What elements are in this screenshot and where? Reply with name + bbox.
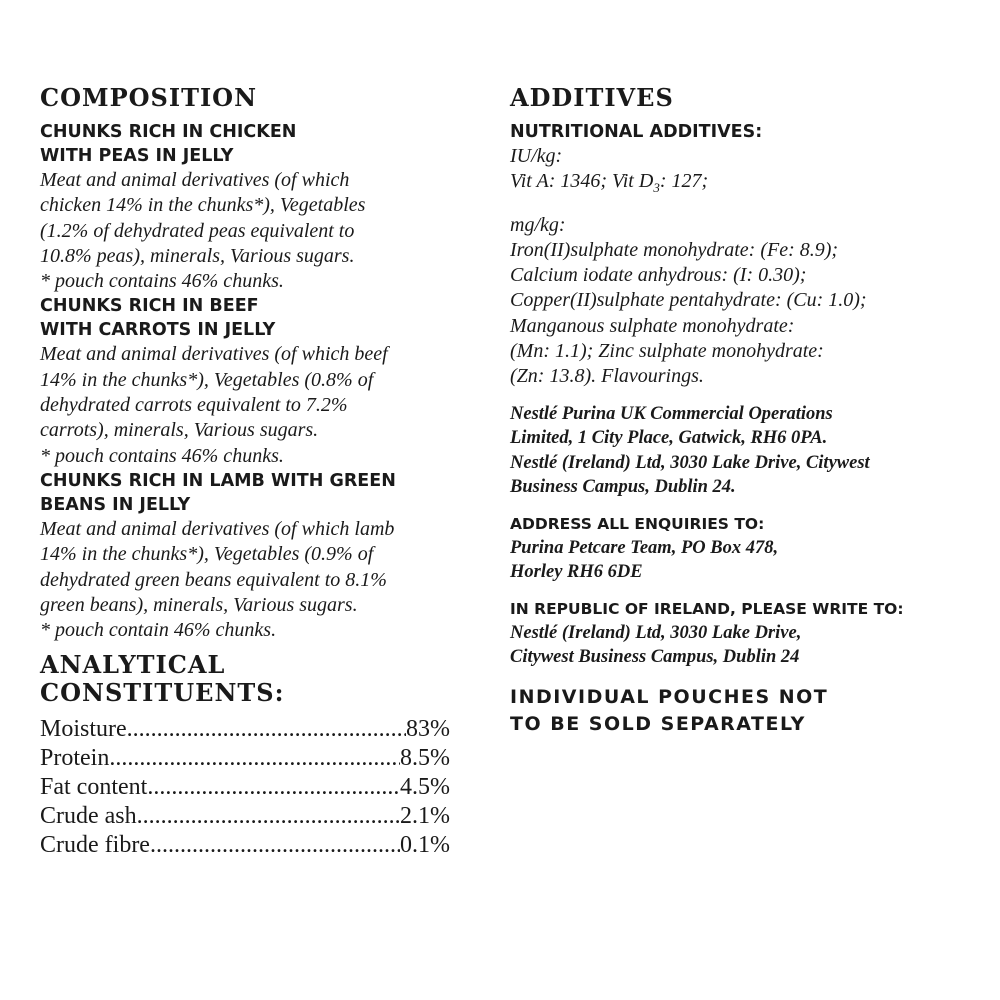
- variant-body-line: Meat and animal derivatives (of which: [40, 169, 350, 191]
- variant-title-line: WITH PEAS IN JELLY: [40, 146, 234, 166]
- analytical-row: [40, 831, 450, 860]
- variant-body-line: chicken 14% in the chunks*), Vegetables: [40, 194, 366, 217]
- additive-line: Manganous sulphate monohydrate:: [510, 314, 795, 337]
- mg-unit: mg/kg:: [510, 213, 566, 236]
- variant-body-line: dehydrated carrots equivalent to 7.2%: [40, 394, 348, 417]
- variant-body-line: dehydrated green beans equivalent to 8.1%: [40, 568, 387, 591]
- variant-title-line: CHUNKS RICH IN CHICKEN: [40, 122, 297, 142]
- warning-line: INDIVIDUAL POUCHES NOT: [510, 685, 829, 708]
- additive-line: (Zn: 13.8). Flavourings.: [510, 365, 704, 388]
- additive-line: (Mn: 1.1); Zinc sulphate monohydrate:: [510, 340, 824, 363]
- enquiries-heading: ADDRESS ALL ENQUIRIES TO:: [510, 514, 765, 533]
- ireland-block: [510, 597, 980, 670]
- ireland-heading: IN REPUBLIC OF IRELAND, PLEASE WRITE TO:: [510, 599, 904, 618]
- analytical-value: 0.1%: [400, 832, 450, 859]
- analytical-value: 2.1%: [400, 803, 450, 830]
- warning-block: [510, 684, 980, 738]
- variant-title-line: BEANS IN JELLY: [40, 494, 191, 515]
- leader-dots: [147, 773, 400, 802]
- additives-heading: ADDITIVES: [510, 83, 674, 112]
- leader-dots: [127, 715, 406, 744]
- variant-body-line: Meat and animal derivatives (of which beef: [40, 343, 388, 366]
- analytical-value: 4.5%: [400, 774, 450, 801]
- variant-body-line: 14% in the chunks*), Vegetables (0.8% of: [40, 368, 374, 391]
- company-line: Limited, 1 City Place, Gatwick, RH6 0PA.: [510, 428, 828, 449]
- analytical-label: Fat content: [40, 774, 148, 801]
- variant-body-line: 14% in the chunks*), Vegetables (0.9% of: [40, 543, 374, 566]
- analytical-heading-line: ANALYTICAL: [40, 650, 226, 680]
- company-line: Business Campus, Dublin 24.: [510, 477, 736, 498]
- variant-title-line: WITH CARROTS IN JELLY: [40, 320, 276, 341]
- analytical-table: [40, 715, 480, 860]
- analytical-heading-line: CONSTITUENTS:: [40, 678, 285, 708]
- variant-title-line: CHUNKS RICH IN BEEF: [40, 296, 259, 317]
- additive-line: Copper(II)sulphate pentahydrate: (Cu: 1.0);: [510, 289, 867, 312]
- vitamin-d-text: : 127;: [659, 170, 709, 193]
- iu-unit: IU/kg:: [510, 145, 563, 167]
- ireland-line: Citywest Business Campus, Dublin 24: [510, 647, 800, 668]
- leader-dots: [109, 744, 400, 773]
- enquiries-line: Horley RH6 6DE: [510, 562, 643, 583]
- warning-line: TO BE SOLD SEPARATELY: [510, 712, 806, 735]
- vitamin-a-text: Vit A: 1346; Vit D: [510, 170, 654, 193]
- analytical-row: [40, 744, 450, 773]
- analytical-label: Crude fibre: [40, 832, 150, 859]
- variant-body-line: carrots), minerals, Various sugars.: [40, 419, 319, 442]
- analytical-label: Crude ash: [40, 803, 137, 830]
- variant-body-line: (1.2% of dehydrated peas equivalent to: [40, 219, 355, 242]
- analytical-row: [40, 715, 450, 744]
- composition-heading: COMPOSITION: [40, 83, 258, 112]
- analytical-label: Moisture: [40, 716, 127, 743]
- additive-line: Calcium iodate anhydrous: (I: 0.30);: [510, 264, 807, 287]
- leader-dots: [137, 802, 400, 831]
- enquiries-block: [510, 512, 980, 585]
- variant-lamb: [40, 469, 480, 643]
- variant-body-line: Meat and animal derivatives (of which lamb: [40, 517, 395, 540]
- variant-chicken: [40, 120, 480, 294]
- ireland-line: Nestlé (Ireland) Ltd, 3030 Lake Drive,: [510, 622, 802, 643]
- company-line: Nestlé (Ireland) Ltd, 3030 Lake Drive, Citywest: [510, 452, 870, 473]
- analytical-label: Protein: [40, 745, 110, 772]
- variant-body-line: * pouch contains 46% chunks.: [40, 270, 284, 293]
- vitamin-d-subscript: 3: [653, 180, 660, 196]
- variant-title-line: CHUNKS RICH IN LAMB WITH GREEN: [40, 470, 396, 491]
- enquiries-line: Purina Petcare Team, PO Box 478,: [510, 537, 779, 558]
- right-column: [510, 84, 980, 738]
- analytical-row: [40, 802, 450, 831]
- leader-dots: [150, 831, 400, 860]
- left-column: [40, 84, 480, 860]
- analytical-row: [40, 773, 450, 802]
- variant-body-line: * pouch contain 46% chunks.: [40, 619, 277, 642]
- analytical-value: 83%: [406, 716, 450, 743]
- variant-body-line: 10.8% peas), minerals, Various sugars.: [40, 244, 355, 267]
- variant-body-line: green beans), minerals, Various sugars.: [40, 593, 358, 616]
- vitamins-line: [510, 169, 980, 200]
- variant-beef: [40, 294, 480, 468]
- company-block: [510, 402, 980, 500]
- additive-line: Iron(II)sulphate monohydrate: (Fe: 8.9);: [510, 238, 839, 261]
- company-line: Nestlé Purina UK Commercial Operations: [510, 403, 833, 424]
- variant-body-line: * pouch contains 46% chunks.: [40, 444, 284, 467]
- nutritional-additives-heading: NUTRITIONAL ADDITIVES:: [510, 122, 763, 142]
- analytical-value: 8.5%: [400, 745, 450, 772]
